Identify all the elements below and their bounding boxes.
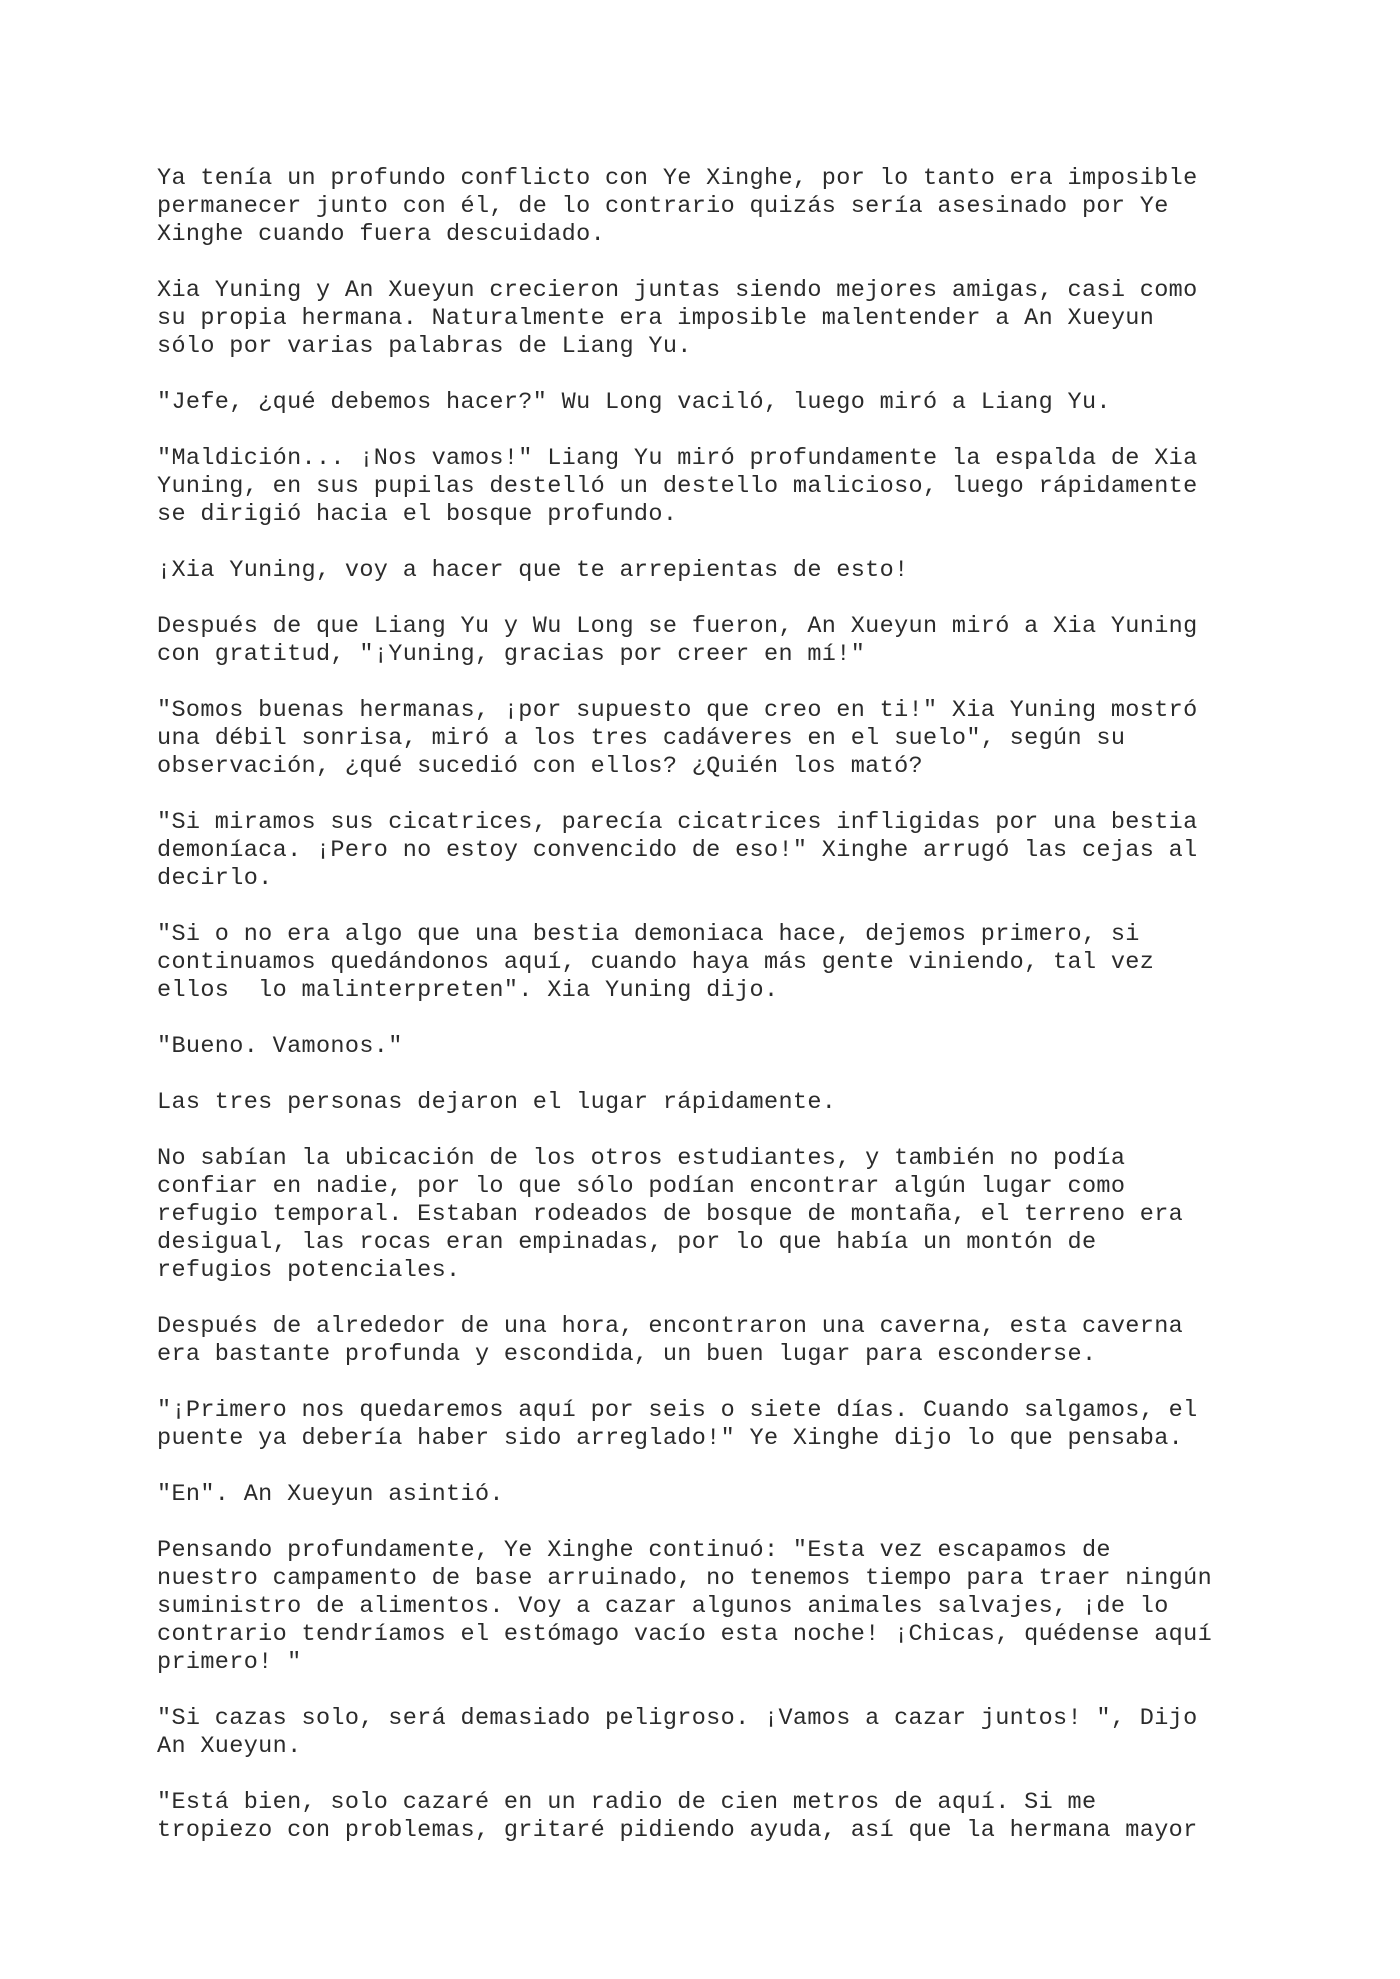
paragraph-12: No sabían la ubicación de los otros estudiantes, y también no podía confiar en nadie, por lo que sólo podían encontrar algún lugar como refugio temporal. Estaban rodeados de bosque de montaña, el terreno era desigual, las rocas eran empinadas, por lo que había un montón de refugios potenciales. [157,1145,1184,1284]
paragraph-5: ¡Xia Yuning, voy a hacer que te arrepientas de esto! [157,557,909,584]
paragraph-1: Ya tenía un profundo conflicto con Ye Xinghe, por lo tanto era imposible permanecer junto con él, de lo contrario quizás sería asesinado por Ye Xinghe cuando fuera descuidado. [157,165,1198,248]
paragraph-16: Pensando profundamente, Ye Xinghe continuó: "Esta vez escapamos de nuestro campamento de base arruinado, no tenemos tiempo para traer ningún suministro de alimentos. Voy a cazar algunos animales salvajes, ¡de lo contrario tendríamos el estómago vacío esta noche! ¡Chicas, quédense aquí primero! " [157,1537,1213,1676]
paragraph-9: "Si o no era algo que una bestia demoniaca hace, dejemos primero, si continuamos quedándonos aquí, cuando haya más gente viniendo, tal vez ellos lo malinterpreten". Xia Yuning dijo. [157,921,1155,1004]
paragraph-13: Después de alrededor de una hora, encontraron una caverna, esta caverna era bastante profunda y escondida, un buen lugar para esconderse. [157,1313,1184,1368]
paragraph-17: "Si cazas solo, será demasiado peligroso. ¡Vamos a cazar juntos! ", Dijo An Xueyun. [157,1705,1198,1760]
paragraph-10: "Bueno. Vamonos." [157,1033,403,1060]
document-body [157,165,1242,1845]
paragraph-2: Xia Yuning y An Xueyun crecieron juntas siendo mejores amigas, casi como su propia hermana. Naturalmente era imposible malentender a An Xueyun sólo por varias palabras de Liang Yu. [157,277,1198,360]
paragraph-11: Las tres personas dejaron el lugar rápidamente. [157,1089,837,1116]
paragraph-6: Después de que Liang Yu y Wu Long se fueron, An Xueyun miró a Xia Yuning con gratitud, "¡Yuning, gracias por creer en mí!" [157,613,1198,668]
paragraph-18: "Está bien, solo cazaré en un radio de cien metros de aquí. Si me tropiezo con problemas, gritaré pidiendo ayuda, así que la hermana mayor [157,1789,1198,1844]
paragraph-14: "¡Primero nos quedaremos aquí por seis o siete días. Cuando salgamos, el puente ya debería haber sido arreglado!" Ye Xinghe dijo lo que pensaba. [157,1397,1198,1452]
paragraph-7: "Somos buenas hermanas, ¡por supuesto que creo en ti!" Xia Yuning mostró una débil sonrisa, miró a los tres cadáveres en el suelo", según su observación, ¿qué sucedió con ellos? ¿Quién los mató? [157,697,1198,780]
paragraph-4: "Maldición... ¡Nos vamos!" Liang Yu miró profundamente la espalda de Xia Yuning, en sus pupilas destelló un destello malicioso, luego rápidamente se dirigió hacia el bosque profundo. [157,445,1198,528]
paragraph-3: "Jefe, ¿qué debemos hacer?" Wu Long vaciló, luego miró a Liang Yu. [157,389,1111,416]
paragraph-8: "Si miramos sus cicatrices, parecía cicatrices infligidas por una bestia demoníaca. ¡Pero no estoy convencido de eso!" Xinghe arrugó las cejas al decirlo. [157,809,1198,892]
paragraph-15: "En". An Xueyun asintió. [157,1481,504,1508]
